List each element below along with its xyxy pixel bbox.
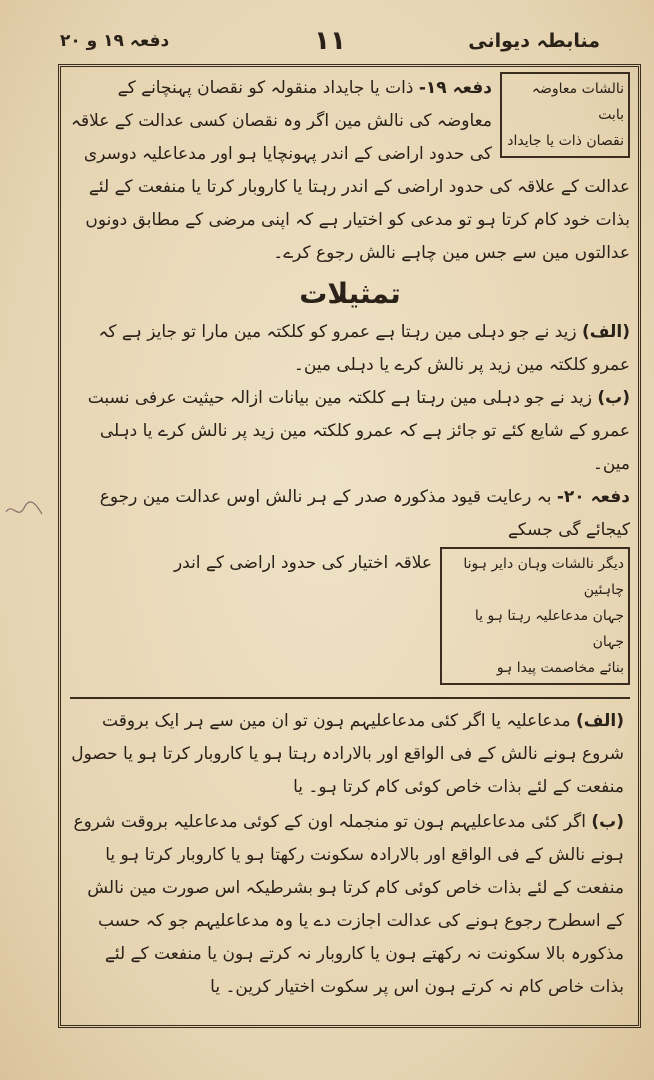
text-line: کے شایع کئے تو جائز ہے کہ عمرو کلکتہ مین زید پر نالش کرے یا دہلی مین۔	[99, 421, 630, 474]
text-line: جس مین چاہے نالش رجوع کرے۔	[273, 243, 508, 263]
text-line: یا کاروبار نہ کرتے ہون یا منفعت کے لئے بذات خاص کام نہ کرتے ہون اس پر	[104, 944, 624, 997]
clause-a	[70, 705, 630, 804]
marginal-note-line: نالشات معاوضہ بابت	[531, 81, 624, 123]
section-19	[70, 72, 630, 270]
section-19-marginal-note	[500, 72, 630, 158]
text-line: زید پر نالش کرے یا دہلی مین۔	[293, 355, 511, 375]
text-line: کے علاقہ کی حدود اراضی کے اندر رہتا یا کاروبار کرتا یا منفعت کے لئے	[88, 177, 579, 197]
text-line: مدعاعلیہ یا اگر کئی مدعاعلیہم ہون تو ان مین سے ہر ایک بروقت شروع ہونے نالش	[102, 711, 624, 764]
marginal-note-line: نقصان ذات یا جایداد	[507, 133, 624, 149]
text-line: خاص کوئی کام کرتا ہو بشرطیکہ اس صورت مین نالش کے اسطرح رجوع ہونے کی	[87, 878, 624, 931]
marginal-note-line: جہان مدعاعلیہ رہتا ہو یا جہان	[474, 608, 624, 650]
clause-a-label: (الف)	[576, 711, 624, 731]
text-line: زید نے جو دہلی مین رہتا ہے کلکتہ مین بیانات ازالہ حیثیت عرفی نسبت عمرو	[87, 388, 630, 441]
text-line: کے علاقہ کی حدود اراضی کے اندر پہونچایا ہو اور مدعاعلیہ دوسری عدالت	[71, 111, 630, 197]
marginal-note-line: بنائے مخاصمت پیدا ہو	[496, 660, 624, 676]
running-title: منابطہ دیوانی	[468, 30, 600, 52]
text-line: فی الواقع اور بالارادہ سکونت رکھتا ہو یا کاروبار کرتا ہو یا منفعت کے لئے بذات	[105, 845, 624, 898]
section-range: دفعہ ۱۹ و ۲۰	[60, 31, 170, 51]
illustration-b-label: (ب)	[597, 388, 630, 408]
page-number: ۱۱	[314, 26, 346, 56]
text-line: ذات یا جایداد منقولہ کو نقصان پہنچانے کے معاوضہ کی نالش مین اگر وہ نقصان کسی عدالت	[117, 78, 492, 131]
text-line: کے فی الواقع اور بالارادہ رہتا ہو یا کاروبار کرتا ہو یا حصول منفعت کے لئے	[71, 744, 624, 797]
section-20-text	[70, 481, 630, 547]
illustration-a-label: (الف)	[582, 322, 630, 342]
clause-b-label: (ب)	[591, 812, 624, 832]
page-content	[70, 72, 630, 1004]
clause-b	[70, 806, 630, 1004]
text-line: بذات خاص کوئی کام کرتا ہو۔ یا	[293, 777, 522, 797]
page-header	[60, 26, 600, 60]
text-line: سکوت اختیار کرین۔ یا	[210, 977, 369, 997]
illustrations-heading: تمثیلات	[299, 277, 401, 310]
marginal-note-line: دیگر نالشات وہان دایر ہونا چاہئین	[463, 556, 624, 598]
margin-scribble	[4, 498, 44, 526]
text-line: اگر کئی مدعاعلیہم ہون تو منجملہ اون کے کوئی مدعاعلیہ بروقت شروع ہونے نالش کے	[73, 812, 624, 865]
section-20-marginal-note	[440, 547, 630, 685]
illustration-b	[70, 382, 630, 481]
text-line: علاقہ اختیار کی حدود اراضی کے اندر	[173, 553, 432, 573]
section-20	[70, 481, 630, 689]
text-line: بہ رعایت قیود مذکورہ صدر کے ہر نالش اوس عدالت مین رجوع کیجائے گی جسکے	[99, 487, 630, 540]
section-19-label: دفعہ ۱۹-	[418, 78, 492, 98]
illustration-a	[70, 316, 630, 382]
text-line: عدالت اجازت دے یا وہ مدعاعلیہم جو کہ حسب مذکورہ بالا سکونت نہ رکھتے ہون	[97, 911, 624, 964]
text-line: زید نے جو دہلی مین رہتا ہے عمرو کو کلکتہ مین مارا تو جایز ہے کہ عمرو کلکتہ مین	[98, 322, 630, 375]
text-line: بذات خود کام کرتا ہو تو مدعی کو اختیار ہے کہ اپنی مرضی کے مطابق دونوں عدالتوں مین سے	[85, 210, 630, 263]
section-20-label: دفعہ ۲۰-	[556, 487, 630, 507]
section-divider	[70, 697, 630, 699]
